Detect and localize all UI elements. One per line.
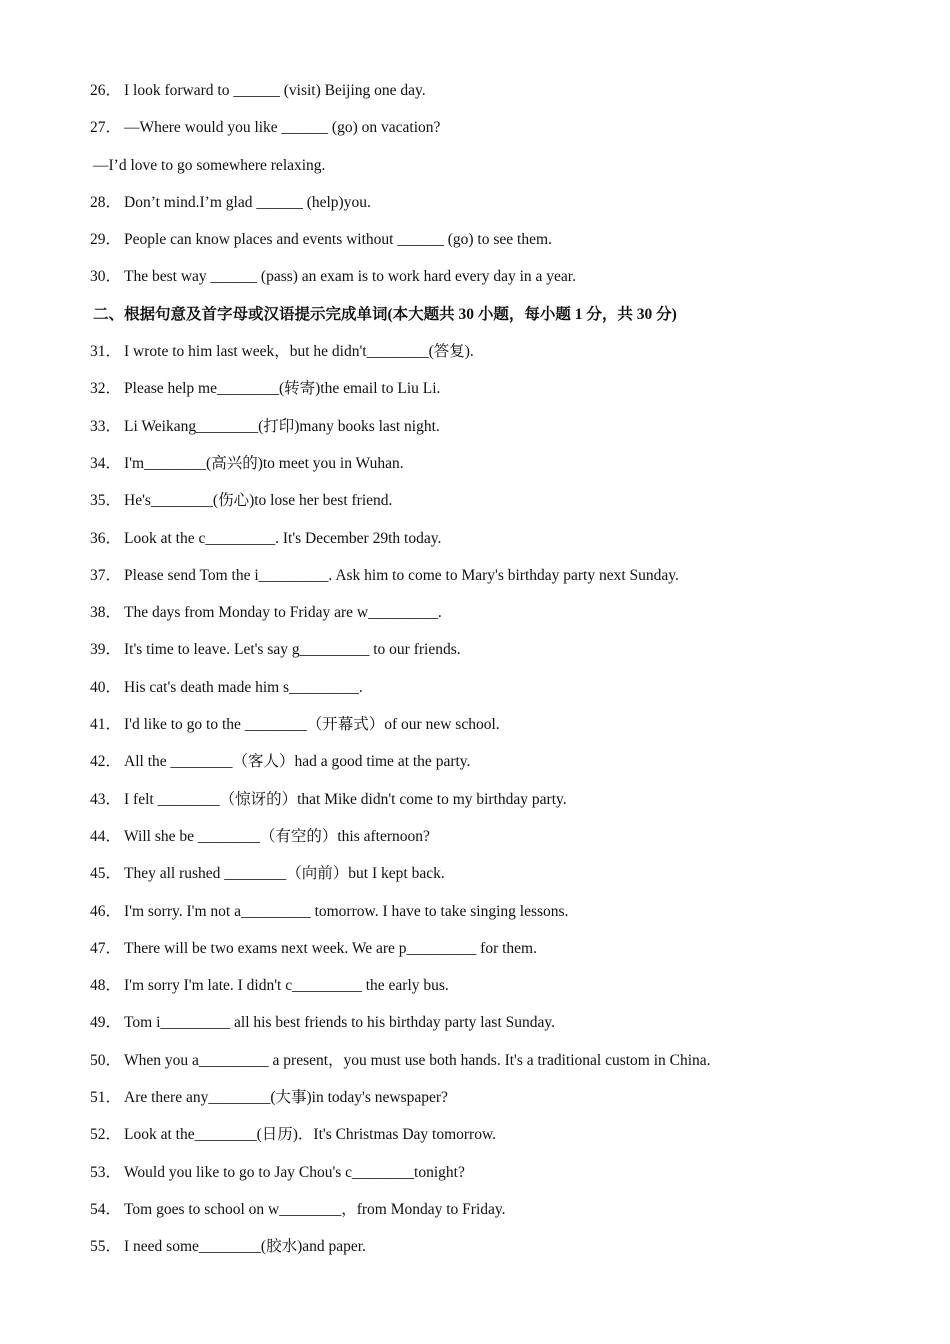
question-number: 36． bbox=[90, 529, 122, 547]
question-text: The days from Monday to Friday are w_________. bbox=[124, 604, 442, 622]
question-list bbox=[90, 80, 930, 1274]
question-number: 45． bbox=[90, 865, 122, 883]
question-line bbox=[90, 975, 930, 1012]
question-number: 35． bbox=[90, 492, 122, 510]
question-text: I'm________(高兴的)to meet you in Wuhan. bbox=[124, 454, 404, 472]
question-line bbox=[90, 714, 930, 751]
question-number: 32． bbox=[90, 380, 122, 398]
question-line bbox=[90, 565, 930, 602]
question-number: 44． bbox=[90, 827, 122, 845]
question-line bbox=[90, 117, 930, 154]
question-line bbox=[90, 1162, 930, 1199]
question-text: Will she be ________（有空的）this afternoon? bbox=[124, 827, 430, 845]
question-line bbox=[90, 751, 930, 788]
question-line bbox=[90, 80, 930, 117]
question-number: 43． bbox=[90, 790, 122, 808]
question-number: 46． bbox=[90, 902, 122, 920]
question-line bbox=[90, 1087, 930, 1124]
question-text: There will be two exams next week. We are p_________ for them. bbox=[124, 939, 537, 957]
question-text: The best way ______ (pass) an exam is to work hard every day in a year. bbox=[124, 268, 576, 286]
question-line bbox=[90, 192, 930, 229]
question-text: I felt ________（惊讶的）that Mike didn't come to my birthday party. bbox=[124, 790, 567, 808]
question-number: 33． bbox=[90, 417, 122, 435]
question-text: Please send Tom the i_________. Ask him to come to Mary's birthday party next Sunday. bbox=[124, 566, 679, 584]
question-text: I need some________(胶水)and paper. bbox=[124, 1238, 366, 1256]
question-number: 52． bbox=[90, 1126, 122, 1144]
question-number: 47． bbox=[90, 939, 122, 957]
question-number: 48． bbox=[90, 977, 122, 995]
question-text: I look forward to ______ (visit) Beijing one day. bbox=[124, 82, 426, 99]
question-line bbox=[90, 490, 930, 527]
question-text: All the ________（客人）had a good time at the party. bbox=[124, 753, 471, 771]
question-text: Look at the________(日历)．It's Christmas Day tomorrow. bbox=[124, 1126, 497, 1144]
question-line bbox=[90, 938, 930, 975]
question-text: He's________(伤心)to lose her best friend. bbox=[124, 492, 393, 510]
section-heading-text: 二、根据句意及首字母或汉语提示完成单词(本大题共 30 小题，每小题 1 分，共 30 分) bbox=[93, 305, 677, 323]
question-line bbox=[90, 639, 930, 676]
question-number: 29． bbox=[90, 231, 122, 249]
question-number: 54． bbox=[90, 1200, 122, 1218]
question-number: 26． bbox=[90, 82, 122, 99]
question-number: 53． bbox=[90, 1163, 122, 1181]
question-line bbox=[90, 602, 930, 639]
question-number: 27． bbox=[90, 119, 122, 137]
question-text: I'd like to go to the ________（开幕式）of our new school. bbox=[124, 716, 500, 734]
question-line bbox=[90, 863, 930, 900]
question-number: 37． bbox=[90, 566, 122, 584]
question-line bbox=[90, 789, 930, 826]
question-number: 38． bbox=[90, 604, 122, 622]
question-text: —I’d love to go somewhere relaxing. bbox=[93, 156, 326, 174]
section-heading bbox=[90, 304, 930, 341]
question-text: I'm sorry I'm late. I didn't c_________ the early bus. bbox=[124, 977, 449, 995]
question-line bbox=[90, 826, 930, 863]
question-line bbox=[90, 266, 930, 303]
question-number: 41． bbox=[90, 716, 122, 734]
question-number: 51． bbox=[90, 1089, 122, 1107]
question-number: 28． bbox=[90, 193, 122, 211]
question-line bbox=[90, 341, 930, 378]
question-line bbox=[90, 1012, 930, 1049]
question-line bbox=[90, 528, 930, 565]
question-number: 31． bbox=[90, 343, 122, 361]
question-number: 30． bbox=[90, 268, 122, 286]
question-number: 40． bbox=[90, 678, 122, 696]
question-number: 50． bbox=[90, 1051, 122, 1069]
answer-line bbox=[90, 155, 930, 192]
question-text: I wrote to him last week，but he didn't________(答复). bbox=[124, 343, 474, 361]
question-text: —Where would you like ______ (go) on vacation? bbox=[124, 119, 441, 137]
question-number: 34． bbox=[90, 454, 122, 472]
question-line bbox=[90, 1236, 930, 1273]
question-text: When you a_________ a present，you must use both hands. It's a traditional custom in China. bbox=[124, 1051, 711, 1069]
question-line bbox=[90, 1050, 930, 1087]
question-text: Tom goes to school on w________，from Monday to Friday. bbox=[124, 1200, 506, 1218]
question-text: It's time to leave. Let's say g_________ to our friends. bbox=[124, 641, 461, 659]
question-text: Don’t mind.I’m glad ______ (help)you. bbox=[124, 193, 371, 211]
question-text: Would you like to go to Jay Chou's c________tonight? bbox=[124, 1163, 465, 1181]
question-line bbox=[90, 1124, 930, 1161]
question-text: Tom i_________ all his best friends to his birthday party last Sunday. bbox=[124, 1014, 556, 1032]
question-line bbox=[90, 1199, 930, 1236]
question-line bbox=[90, 378, 930, 415]
question-text: Please help me________(转寄)the email to Liu Li. bbox=[124, 380, 441, 398]
question-number: 49． bbox=[90, 1014, 122, 1032]
question-text: People can know places and events without ______ (go) to see them. bbox=[124, 231, 552, 249]
question-text: Look at the c_________. It's December 29th today. bbox=[124, 529, 442, 547]
question-line bbox=[90, 901, 930, 938]
question-text: Are there any________(大事)in today's newspaper? bbox=[124, 1089, 448, 1107]
question-line bbox=[90, 677, 930, 714]
question-line bbox=[90, 229, 930, 266]
question-text: I'm sorry. I'm not a_________ tomorrow. I have to take singing lessons. bbox=[124, 902, 569, 920]
question-text: Li Weikang________(打印)many books last night. bbox=[124, 417, 440, 435]
question-line bbox=[90, 416, 930, 453]
question-text: They all rushed ________（向前）but I kept back. bbox=[124, 865, 445, 883]
question-number: 55． bbox=[90, 1238, 122, 1256]
question-text: His cat's death made him s_________. bbox=[124, 678, 363, 696]
question-number: 42． bbox=[90, 753, 122, 771]
question-line bbox=[90, 453, 930, 490]
question-number: 39． bbox=[90, 641, 122, 659]
